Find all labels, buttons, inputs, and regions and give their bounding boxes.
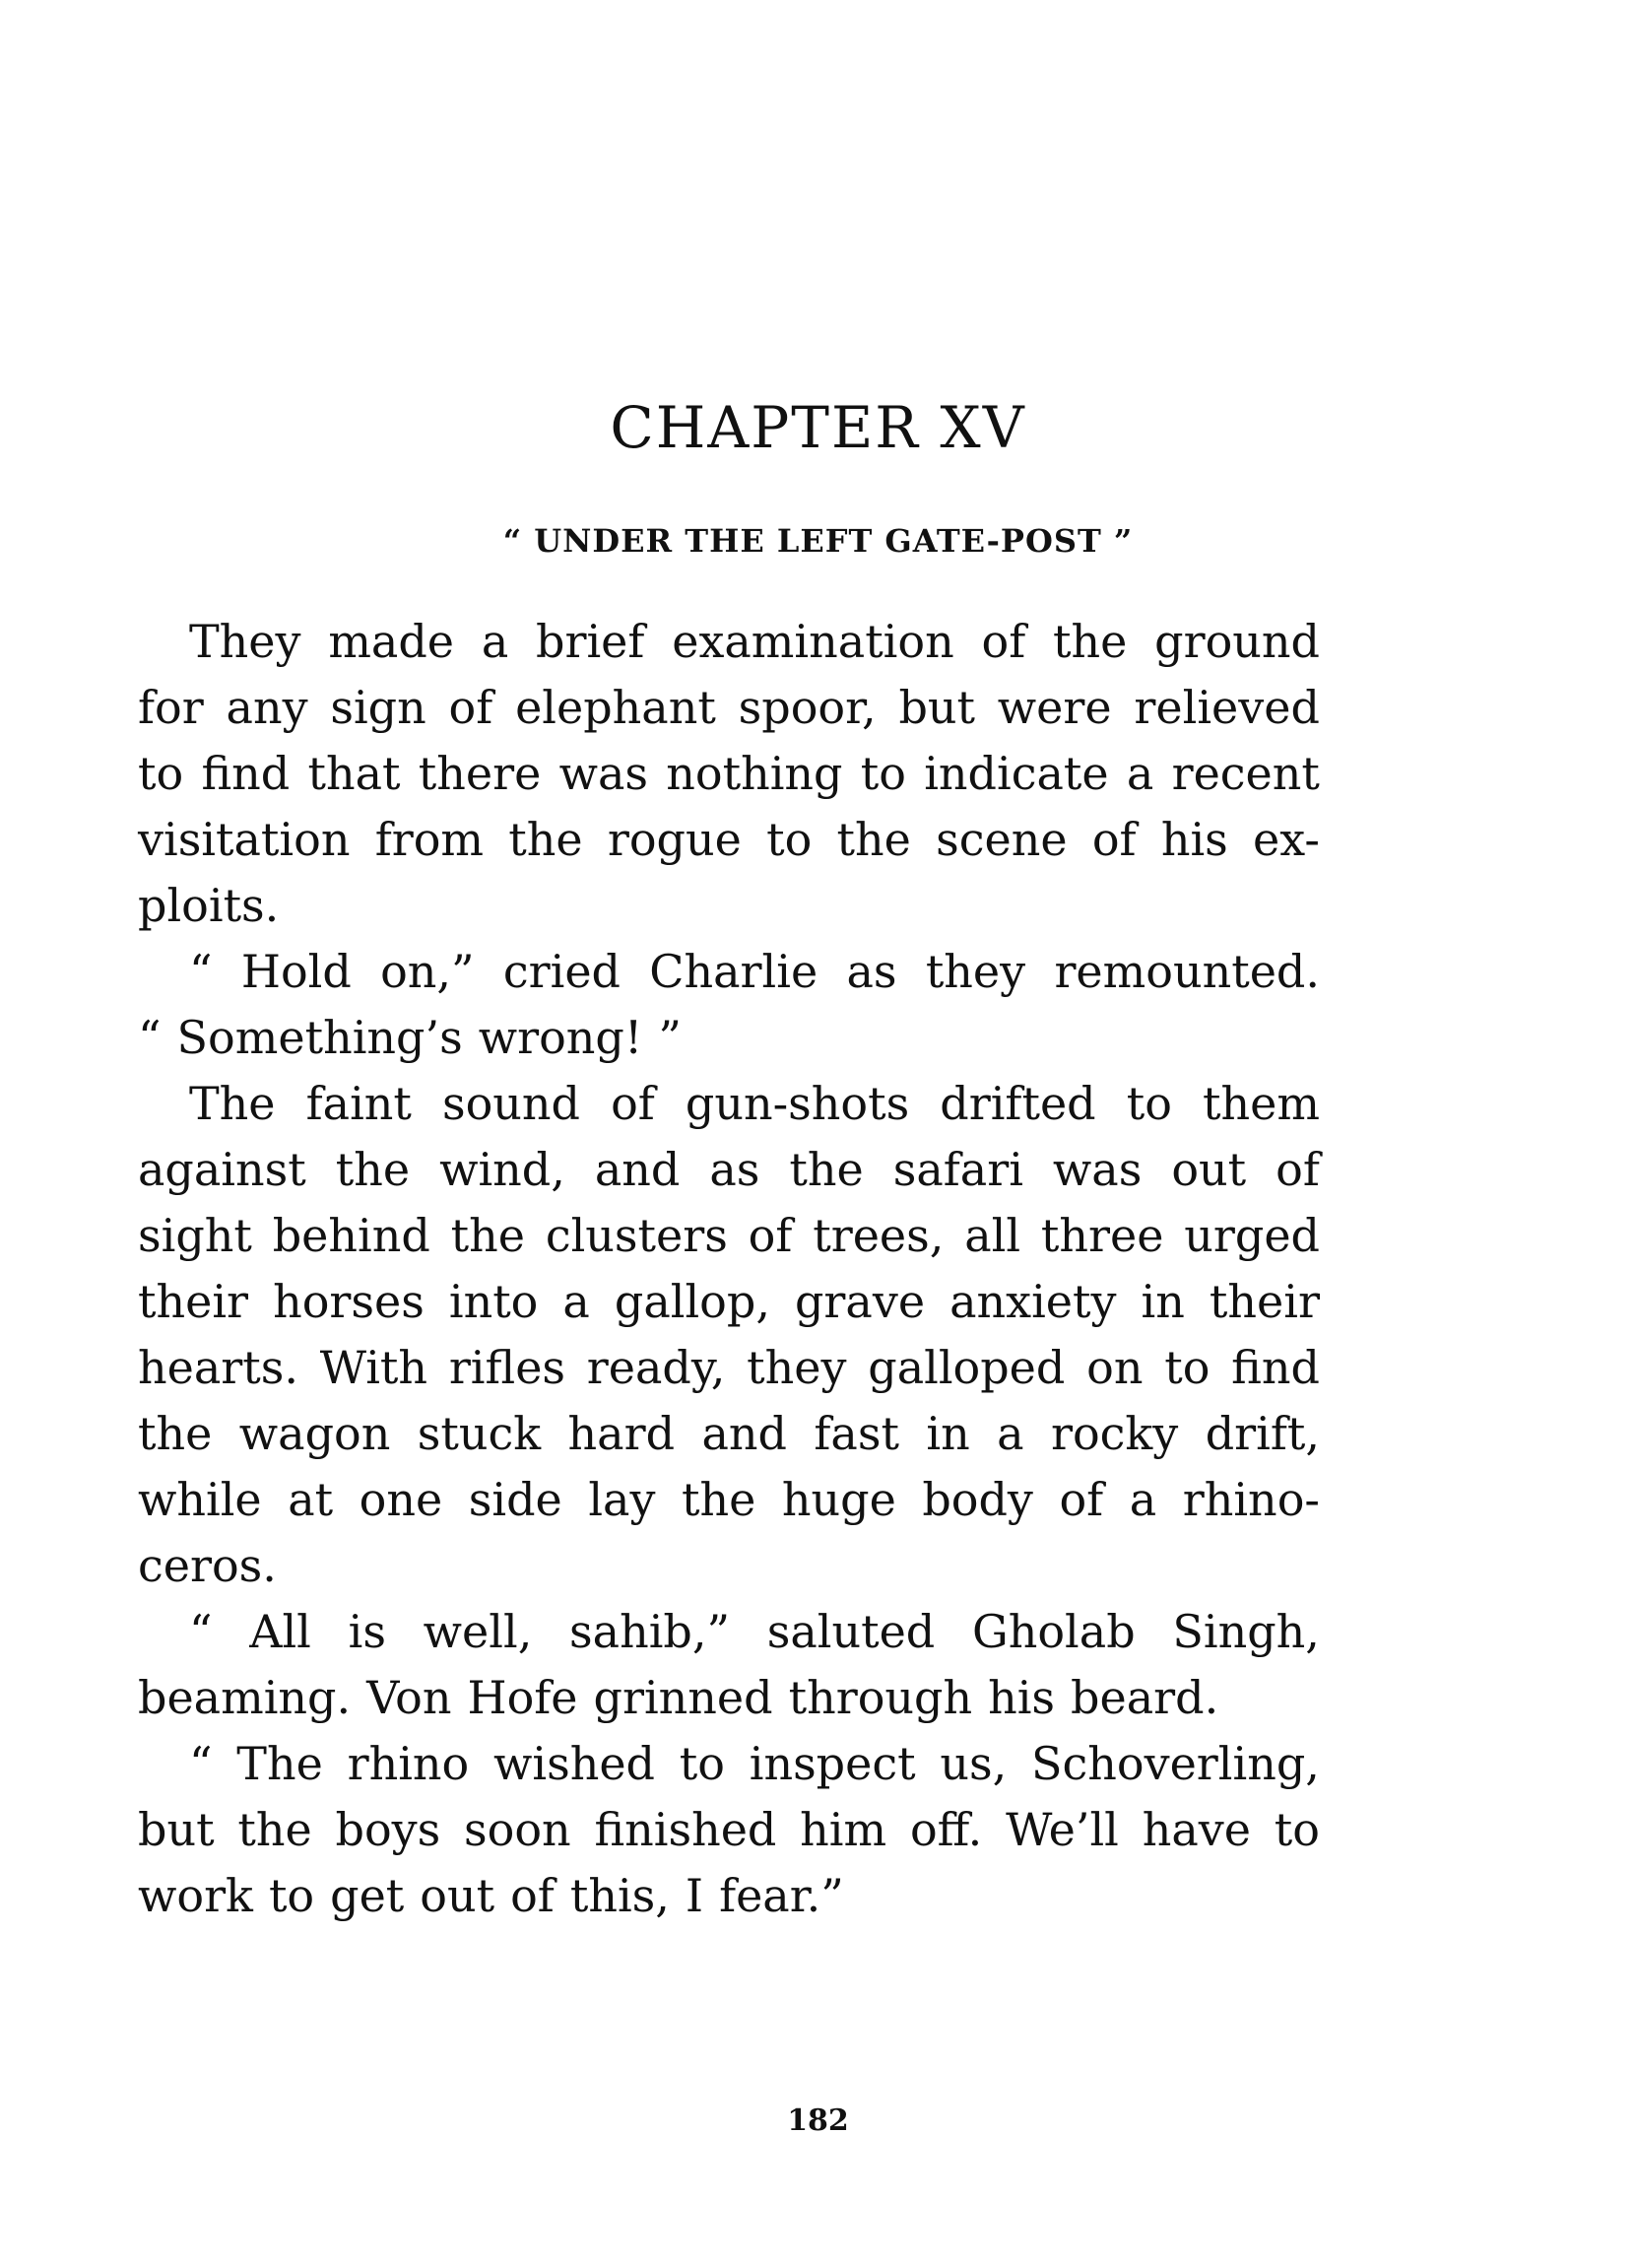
word: body <box>922 1473 1033 1526</box>
word: was <box>558 747 648 800</box>
word: made <box>328 615 455 668</box>
word: Something’s <box>176 1011 463 1064</box>
text-line <box>138 807 1320 873</box>
text-line <box>138 1731 1320 1797</box>
word: sight <box>138 1209 252 1262</box>
word: three <box>1040 1209 1164 1262</box>
word: wished <box>493 1737 656 1790</box>
word: gun-shots <box>685 1077 910 1130</box>
word: drift, <box>1205 1407 1320 1460</box>
word: anxiety <box>949 1275 1117 1328</box>
word: against <box>138 1143 306 1196</box>
word: Charlie <box>649 945 818 998</box>
word: “ <box>189 945 213 998</box>
word: brief <box>536 615 645 668</box>
word: the <box>836 813 911 866</box>
word: ploits. <box>138 879 280 932</box>
text-line <box>138 1467 1320 1533</box>
word: wrong! <box>478 1011 643 1064</box>
word: trees, <box>813 1209 945 1262</box>
word: to <box>268 1869 315 1922</box>
text-line <box>138 1533 1320 1599</box>
text-line <box>138 1203 1320 1269</box>
word: to <box>1164 1341 1211 1394</box>
text-line <box>138 1797 1320 1863</box>
word: find <box>1231 1341 1320 1394</box>
word: Singh, <box>1172 1605 1320 1658</box>
word: The <box>236 1737 323 1790</box>
word: get <box>330 1869 405 1922</box>
word: clusters <box>545 1209 728 1262</box>
text-line <box>138 873 1320 939</box>
word: urged <box>1184 1209 1320 1262</box>
word: ceros. <box>138 1539 277 1592</box>
text-line <box>138 1665 1320 1731</box>
word: finished <box>594 1803 777 1856</box>
word: With <box>319 1341 428 1394</box>
word: well, <box>423 1605 533 1658</box>
word: there <box>418 747 542 800</box>
word: on,” <box>380 945 475 998</box>
word: Hold <box>240 945 352 998</box>
word: the <box>789 1143 864 1196</box>
word: rhino <box>347 1737 470 1790</box>
word: rifles <box>448 1341 566 1394</box>
word: to <box>1126 1077 1172 1130</box>
word: out <box>420 1869 495 1922</box>
text-line <box>138 1863 1320 1929</box>
word: sahib,” <box>569 1605 731 1658</box>
text-line <box>138 1005 1320 1071</box>
word: Gholab <box>971 1605 1136 1658</box>
word: ” <box>658 1011 682 1064</box>
word: the <box>1053 615 1128 668</box>
word: that <box>307 747 401 800</box>
word: is <box>348 1605 386 1658</box>
word: a <box>997 1407 1024 1460</box>
word: of <box>448 681 493 734</box>
word: to <box>138 747 184 800</box>
word: a <box>1126 747 1154 800</box>
word: scene <box>936 813 1068 866</box>
word: a <box>562 1275 590 1328</box>
word: of <box>1276 1143 1320 1196</box>
word: at <box>288 1473 334 1526</box>
word: Schoverling, <box>1031 1737 1320 1790</box>
word: on <box>1086 1341 1144 1394</box>
word: while <box>138 1473 262 1526</box>
text-line <box>138 1599 1320 1665</box>
word: the <box>138 1407 213 1460</box>
word: spoor, <box>738 681 877 734</box>
word: All <box>249 1605 311 1658</box>
word: in <box>926 1407 970 1460</box>
word: a <box>481 615 509 668</box>
text-line <box>138 1071 1320 1137</box>
word: ground <box>1154 615 1320 668</box>
text-line <box>138 675 1320 741</box>
word: his <box>988 1671 1056 1724</box>
word: through <box>788 1671 973 1724</box>
word: ready, <box>586 1341 726 1394</box>
word: wind, <box>439 1143 565 1196</box>
word: faint <box>305 1077 412 1130</box>
word: have <box>1142 1803 1251 1856</box>
word: soon <box>464 1803 571 1856</box>
word: safari <box>892 1143 1023 1196</box>
word: of <box>748 1209 793 1262</box>
word: from <box>374 813 485 866</box>
word: the <box>681 1473 756 1526</box>
chapter-subtitle: “ UNDER THE LEFT GATE-POST ” <box>502 522 1134 560</box>
text-line <box>138 1335 1320 1401</box>
word: the <box>335 1143 411 1196</box>
word: galloped <box>868 1341 1066 1394</box>
word: ex- <box>1253 813 1320 866</box>
word: and <box>701 1407 787 1460</box>
word: “ <box>138 1011 162 1064</box>
word: hearts. <box>138 1341 298 1394</box>
word: behind <box>272 1209 430 1262</box>
body-text <box>138 609 1320 1929</box>
word: nothing <box>666 747 843 800</box>
word: saluted <box>766 1605 936 1658</box>
word: any <box>226 681 308 734</box>
word: huge <box>781 1473 896 1526</box>
chapter-title: CHAPTER XV <box>610 394 1026 461</box>
word: drifted <box>940 1077 1096 1130</box>
word: the <box>450 1209 525 1262</box>
word: to <box>1274 1803 1320 1856</box>
word: fast <box>814 1407 899 1460</box>
word: “ <box>189 1605 213 1658</box>
word: rocky <box>1050 1407 1179 1460</box>
word: all <box>964 1209 1021 1262</box>
word: out <box>1171 1143 1247 1196</box>
word: this, <box>569 1869 670 1922</box>
word: as <box>846 945 897 998</box>
word: elephant <box>515 681 716 734</box>
word: as <box>709 1143 760 1196</box>
word: the <box>508 813 583 866</box>
word: to <box>860 747 906 800</box>
word: cried <box>502 945 621 998</box>
word: grave <box>794 1275 926 1328</box>
word: their <box>1209 1275 1320 1328</box>
word: find <box>201 747 291 800</box>
word: of <box>981 615 1026 668</box>
word: him <box>800 1803 887 1856</box>
word: they <box>747 1341 847 1394</box>
word: his <box>1160 813 1228 866</box>
word: beaming. <box>138 1671 352 1724</box>
word: them <box>1202 1077 1320 1130</box>
page-number: 182 <box>787 2103 849 2138</box>
word: examination <box>672 615 954 668</box>
text-line <box>138 609 1320 675</box>
word: off. <box>909 1803 983 1856</box>
word: Hofe <box>467 1671 578 1724</box>
text-line <box>138 1137 1320 1203</box>
text-line <box>138 741 1320 807</box>
word: hard <box>567 1407 676 1460</box>
word: gallop, <box>614 1275 770 1328</box>
word: of <box>611 1077 655 1130</box>
word: of <box>510 1869 555 1922</box>
word: They <box>189 615 301 668</box>
word: beard. <box>1071 1671 1219 1724</box>
word: but <box>898 681 975 734</box>
word: wagon <box>238 1407 391 1460</box>
word: inspect <box>749 1737 916 1790</box>
word: and <box>594 1143 681 1196</box>
word: fear.” <box>719 1869 844 1922</box>
word: lay <box>588 1473 656 1526</box>
word: sign <box>330 681 426 734</box>
word: but <box>138 1803 215 1856</box>
word: stuck <box>417 1407 542 1460</box>
word: into <box>448 1275 539 1328</box>
word: their <box>138 1275 249 1328</box>
word: sound <box>442 1077 580 1130</box>
text-line <box>138 939 1320 1005</box>
word: “ <box>189 1737 213 1790</box>
word: of <box>1091 813 1137 866</box>
word: I <box>685 1869 704 1922</box>
word: boys <box>335 1803 441 1856</box>
word: grinned <box>593 1671 773 1724</box>
word: to <box>679 1737 725 1790</box>
word: rhino- <box>1182 1473 1320 1526</box>
word: for <box>138 681 204 734</box>
text-line <box>138 1401 1320 1467</box>
word: remounted. <box>1054 945 1320 998</box>
word: We’ll <box>1006 1803 1119 1856</box>
word: was <box>1052 1143 1143 1196</box>
text-line <box>138 1269 1320 1335</box>
word: work <box>138 1869 253 1922</box>
word: visitation <box>138 813 351 866</box>
word: a <box>1129 1473 1157 1526</box>
word: recent <box>1171 747 1320 800</box>
word: Von <box>366 1671 452 1724</box>
word: The <box>189 1077 276 1130</box>
word: us, <box>940 1737 1008 1790</box>
word: relieved <box>1134 681 1320 734</box>
word: horses <box>273 1275 425 1328</box>
word: rogue <box>607 813 742 866</box>
word: were <box>997 681 1112 734</box>
word: the <box>237 1803 312 1856</box>
word: in <box>1141 1275 1185 1328</box>
word: to <box>766 813 813 866</box>
word: they <box>925 945 1026 998</box>
word: side <box>468 1473 562 1526</box>
word: indicate <box>924 747 1109 800</box>
word: of <box>1059 1473 1104 1526</box>
word: one <box>359 1473 443 1526</box>
